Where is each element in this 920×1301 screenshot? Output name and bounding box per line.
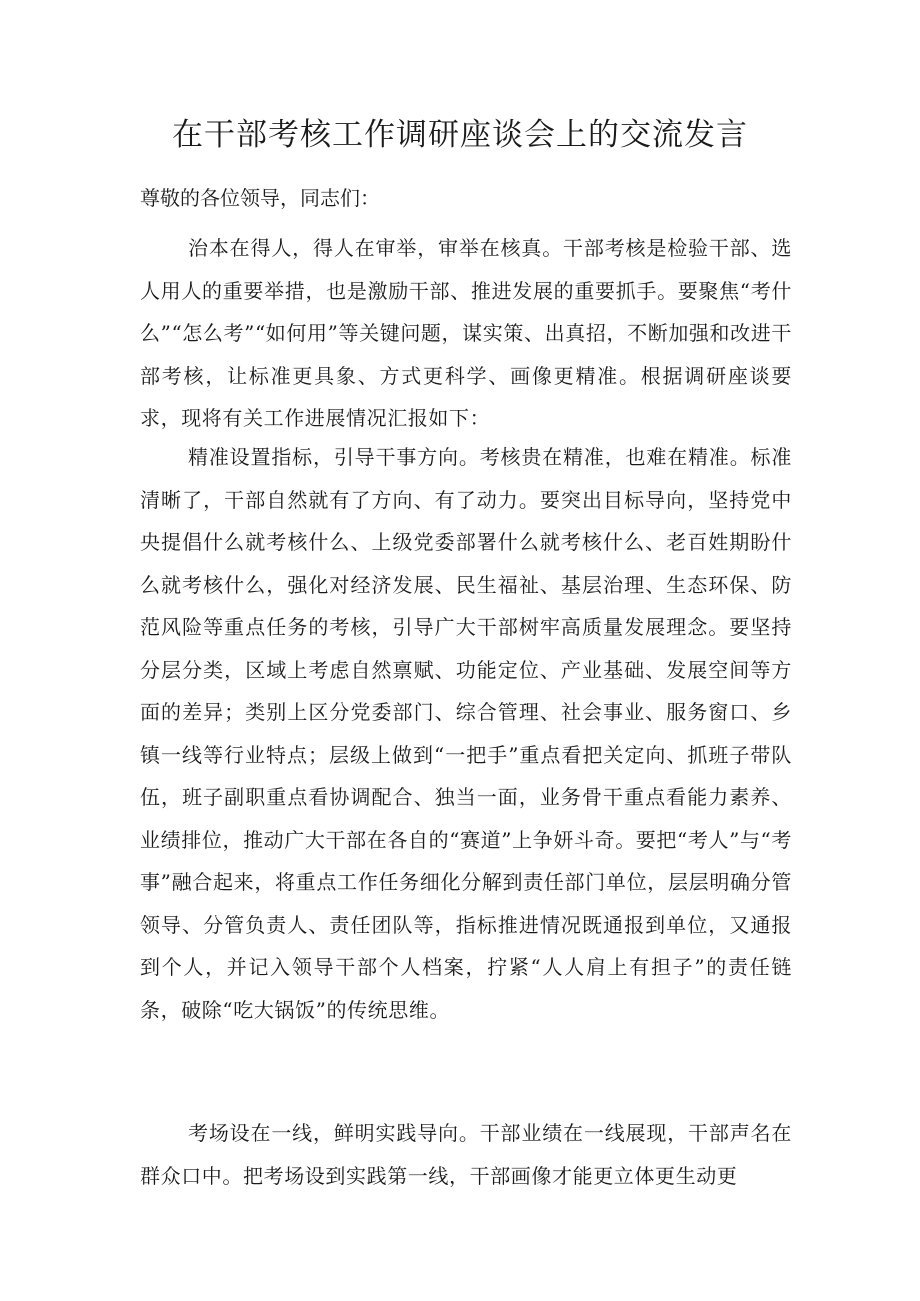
document-title: 在干部考核工作调研座谈会上的交流发言: [172, 117, 748, 153]
paragraph-introduction: 治本在得人，得人在审举，审举在核真。干部考核是检验干部、选人用人的重要举措，也是激励干部、推进发展的重要抓手。要聚焦“考什么”“怎么考”“如何用”等关键问题，谋实策、出真招，不断加强和改进干部考核，让标准更具象、方式更科学、画像更精准。根据调研座谈要求，现将有关工作进展情况汇报如下：: [140, 236, 792, 430]
salutation: 尊敬的各位领导，同志们：: [140, 186, 380, 210]
paragraph-frontline: 考场设在一线，鲜明实践导向。干部业绩在一线展现，干部声名在群众口中。把考场设到实践第一线，干部画像才能更立体更生动更: [140, 1121, 792, 1188]
paragraph-indicators: 精准设置指标，引导干事方向。考核贵在精准，也难在精准。标准清晰了，干部自然就有了方向、有了动力。要突出目标导向，坚持党中央提倡什么就考核什么、上级党委部署什么就考核什么、老百姓期盼什么就考核什么，强化对经济发展、民生福祉、基层治理、生态环保、防范风险等重点任务的考核，引导广大干部树牢高质量发展理念。要坚持分层分类，区域上考虑自然禀赋、功能定位、产业基础、发展空间等方面的差异；类别上区分党委部门、综合管理、社会事业、服务窗口、乡镇一线等行业特点；层级上做到“一把手”重点看把关定向、抓班子带队伍，班子副职重点看协调配合、独当一面，业务骨干重点看能力素养、业绩排位，推动广大干部在各自的“赛道”上争妍斗奇。要把“考人”与“考事”融合起来，将重点工作任务细化分解到责任部门单位，层层明确分管领导、分管负责人、责任团队等，指标推进情况既通报到单位，又通报到个人，并记入领导干部个人档案，拧紧“人人肩上有担子”的责任链条，破除“吃大锅饭”的传统思维。: [140, 445, 792, 1022]
